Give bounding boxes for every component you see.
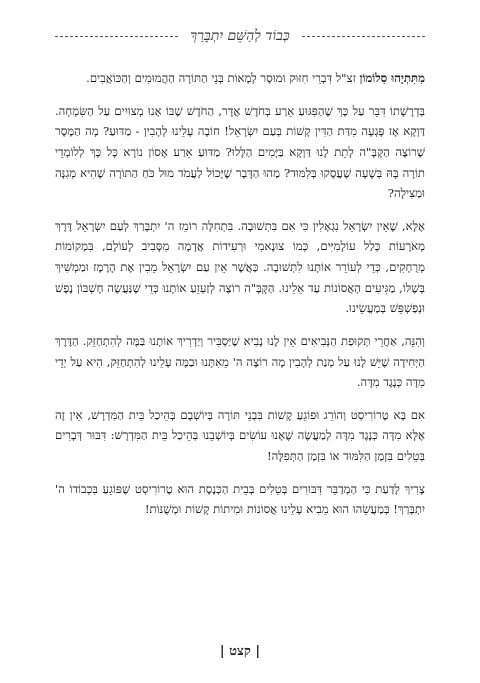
- paragraph-5-text: אִם בָּא טֶרוֹרִיסְט וְהוֹרֵג וּפוֹגֵעַ קָשׁוֹת בִּבְנֵי תּוֹרָה בְּיוֹשְׁבָם בְּהֵיכַל בֵּית הַמִּדְרָשׁ, אֵין זֶה אֶלָּא מִדָּה כְּנֶגֶד מִדָּה לְמַעֲשֶׂה שֶׁאָנוּ עוֹשִׂים בְּיוֹשְׁבֵנוּ בְּהֵיכַל בֵּית הַמִּדְרָשׁ: דִּבּוּר דְּבָרִים בְּטֵלִים בִּזְמַן הַלִּמּוּד אוֹ בִּזְמַן הַתְּפִלָּה!: [55, 407, 425, 463]
- header-rule-left: [55, 36, 178, 37]
- author-name: מִתִּתְיָהוּ סִלוֹמוֹן: [359, 71, 425, 85]
- header-title: כְּבוֹד לְהַשֵּׁם יִתְבָּרַךְ: [190, 27, 290, 44]
- paragraph-5: [55, 405, 425, 467]
- paragraph-4: [55, 331, 425, 393]
- paragraph-2-text: בְּדְרָשָׁתוֹ דִּבֵּר עַל כָּךְ שֶׁהַפִּגּוּעַ אֵרַע בְּחֹדֶשׁ אֲדָר, הַחֹדֶשׁ שֶׁבּוֹ אָנוּ מְצוּיִים עַל הַשִּׂמְחָה. דַּוְקָא אָז פָּגְעָה מִדַּת הַדִּין קָשׁוֹת בְּעַם יִשְׂרָאֵל! חוֹבָה עָלֵינוּ לְהָבִין - מַדּוּעַ? מָה הַמֶּסֶר שֶׁרוֹצֶה הַקָּבָּ"ה לָתֵת לָנוּ דַּוְקָא בַּיָּמִים הַלָּלוּ? מַדּוּעַ אֵרַע אָסוֹן נוֹרָא כָּל כָּךְ לְלוֹמְדֵי תוֹרָה בָּהּ בְּשָׁעָה שֶׁעֲסָקוּ בְּלִמּוּד? מַהוּ הַדָּבָר שֶׁיָּכוֹל לַעֲמֹד מוּל כֹּחַ הַתּוֹרָה שֶׁהִיא מְגִנָּה וּמַצִּילָה?: [55, 103, 425, 201]
- paragraph-1: [55, 68, 425, 89]
- page-number: | קצט |: [219, 644, 261, 659]
- paragraph-6-text: צָרִיךְ לָדַעַת כִּי הַמְדַבֵּר דִּבּוּרִים בְּטֵלִים בְּבֵית הַכְּנֶסֶת הוּא טֶרוֹרִיסְט שֶׁפּוֹגֵעַ בִּכְבוֹדוֹ ה' יִתְבָּרַךְ! בְּמַעֲשֵׂהוּ הוּא מֵבִיא עָלֵינוּ אֲסוֹנוֹת וּמִיתוֹת קָשׁוֹת וּמְשֻׁנּוֹת!: [55, 481, 425, 517]
- paragraph-1-text: זצ"ל דִּבְרֵי חִזּוּק וּמוּסָר לְמָאוֹת בְּנֵי הַתּוֹרָה הַהֲמוּמִים וְהַכּוֹאֲבִים.: [86, 71, 360, 85]
- paragraph-4-text: וְהִנֵּה, אַחֲרֵי תְּקוּפַת הַנְּבִיאִים אֵין לָנוּ נָבִיא שֶׁיַּסְבִּיר וְיַדְרִיךְ אוֹתָנוּ בַּמֶּה לְהִתְחַזֵּק. הַדֶּרֶךְ הַיְּחִידָה שֶׁיֵּשׁ לָנוּ עַל מְנַת לְהָבִין מָה רוֹצֶה ה' מֵאִתָּנוּ וּבַמֶּה עָלֵינוּ לְהִתְחַזֵּק, הִיא עַל יְדֵי מִדָּה כְּנֶגֶד מִדָּה.: [55, 333, 425, 390]
- paragraph-3: [55, 216, 425, 319]
- article-body: [55, 68, 425, 520]
- page-header: [55, 22, 425, 50]
- paragraph-6: [55, 479, 425, 520]
- header-rule-right: [302, 36, 425, 37]
- paragraph-3-text: אֶלָּא, שֶׁאֵין יִשְׂרָאֵל נִגְאָלִין כִּי אִם בִּתְשׁוּבָה. בִּתְחִלָּה רוֹמֵז ה' יִתְבָּרַךְ לְעַם יִשְׂרָאֵל דֶּרֶךְ מְאֹרָעוֹת כְּלַל עוֹלָמִיִּים, כְּמוֹ צוּנָאמִי וּרְעִידוֹת אֲדָמָה מִסָּבִיב לָעוֹלָם, בִּמְקוֹמוֹת מְרֻחָקִים, כְּדֵי לְעוֹרֵר אוֹתָנוּ לִתְשׁוּבָה. כַּאֲשֶׁר אֵין עַם יִשְׂרָאֵל מֵבִין אֶת הָרֶמֶז וּמַמְשִׁיךְ בְּשֶׁלּוֹ, מַגִּיעִים הָאֲסוֹנוֹת עַד אֵלֵינוּ. הַקָּבָּ"ה רוֹצֶה לְזַעְזֵעַ אוֹתָנוּ כְּדֵי שֶׁנַּעֲשֶׂה חֶשְׁבּוֹן נֶפֶשׁ וּנְפַשְׁפֵּשׁ בְּמַעֲשֵׂינוּ.: [55, 218, 425, 316]
- paragraph-2: [55, 101, 425, 204]
